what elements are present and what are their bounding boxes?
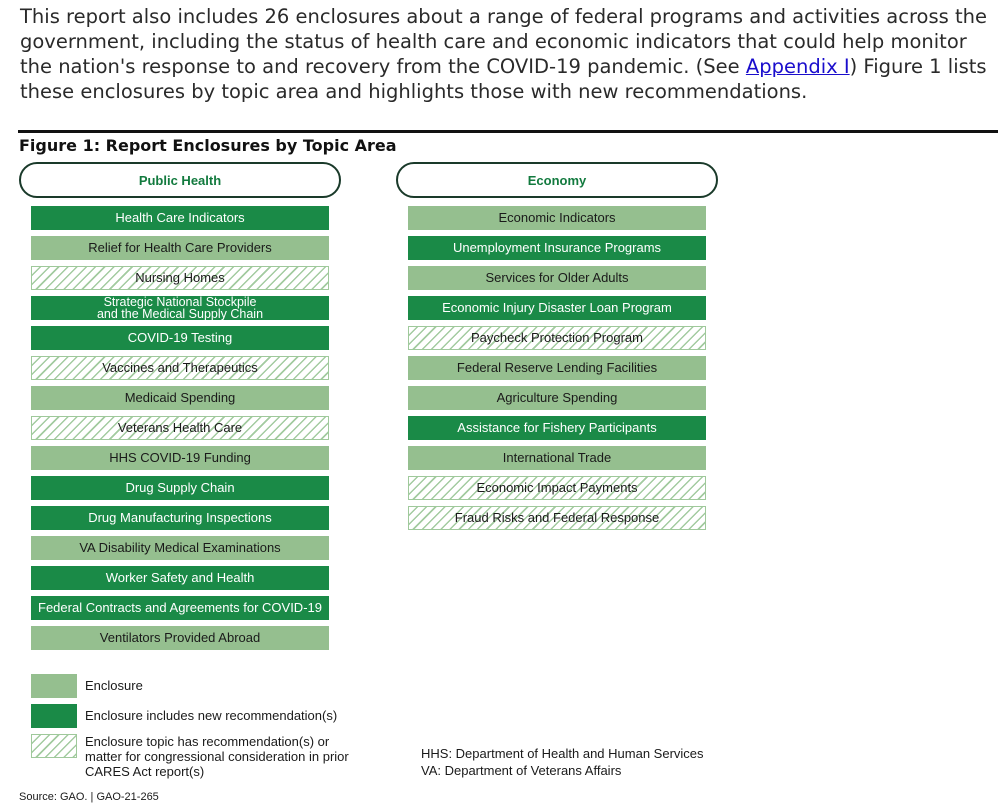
enclosure-box — [31, 596, 329, 620]
figure-top-rule — [18, 130, 998, 133]
enclosure-box — [31, 266, 329, 290]
enclosure-box — [408, 416, 706, 440]
enclosure-label: Nursing Homes — [135, 270, 225, 285]
enclosure-box — [408, 476, 706, 500]
intro-paragraph — [20, 4, 1000, 104]
enclosure-label: Federal Contracts and Agreements for COVID-19 — [38, 600, 322, 615]
enclosure-box — [408, 206, 706, 230]
enclosure-box — [31, 566, 329, 590]
enclosure-label: HHS COVID-19 Funding — [109, 450, 251, 465]
legend-item-new-recommendation — [31, 704, 355, 728]
enclosure-box — [31, 356, 329, 380]
enclosure-label: Unemployment Insurance Programs — [452, 240, 662, 255]
legend-swatch-enclosure — [31, 674, 77, 698]
enclosure-box — [408, 296, 706, 320]
enclosure-label: International Trade — [502, 450, 612, 465]
abbreviation-hhs: HHS: Department of Health and Human Services — [421, 746, 704, 761]
enclosure-label: Ventilators Provided Abroad — [99, 630, 261, 645]
enclosure-box — [31, 326, 329, 350]
column-header-economy: Economy — [396, 162, 718, 198]
enclosure-box — [31, 506, 329, 530]
enclosure-box — [408, 386, 706, 410]
legend-label: Enclosure — [85, 678, 143, 693]
legend-label: Enclosure includes new recommendation(s) — [85, 708, 338, 723]
enclosure-label: Economic Indicators — [498, 210, 616, 225]
enclosure-list-economy — [408, 206, 718, 530]
enclosure-label: Strategic National Stockpile and the Medical Supply Chain — [96, 295, 264, 321]
intro-text-before: This report also includes 26 enclosures about a range of federal programs and activities across the government, including the status of health care and economic indicators that could help monitor the nation's response to and recovery from the COVID-19 pandemic. (See — [20, 5, 987, 78]
enclosure-label: Worker Safety and Health — [105, 570, 255, 585]
enclosure-box — [31, 206, 329, 230]
intro-text-after: ) Figure 1 lists these enclosures by topic area and highlights those with new recommendations. — [20, 55, 987, 103]
enclosure-label: Assistance for Fishery Participants — [457, 420, 657, 435]
enclosure-box — [31, 446, 329, 470]
enclosure-box — [31, 416, 329, 440]
enclosure-label: Paycheck Protection Program — [471, 330, 643, 345]
enclosure-label: Drug Supply Chain — [125, 480, 235, 495]
column-economy — [396, 162, 718, 536]
column-header-public-health: Public Health — [19, 162, 341, 198]
enclosure-box — [408, 266, 706, 290]
enclosure-box — [408, 506, 706, 530]
enclosure-box — [31, 626, 329, 650]
enclosure-label: Health Care Indicators — [115, 210, 245, 225]
enclosure-box — [408, 236, 706, 260]
figure-title: Figure 1: Report Enclosures by Topic Area — [19, 136, 397, 155]
enclosure-label: Fraud Risks and Federal Response — [454, 510, 660, 525]
column-public-health — [19, 162, 341, 656]
enclosure-label: Federal Reserve Lending Facilities — [456, 360, 658, 375]
enclosure-box — [31, 386, 329, 410]
enclosure-label: Economic Injury Disaster Loan Program — [442, 300, 672, 315]
enclosure-label: VA Disability Medical Examinations — [79, 540, 281, 555]
legend-item-prior-recommendation — [31, 734, 355, 779]
legend-label: Enclosure topic has recommendation(s) or matter for congressional consideration in prior CARES Act report(s) — [85, 734, 349, 779]
legend — [31, 674, 355, 785]
enclosure-label: Services for Older Adults — [485, 270, 629, 285]
enclosure-label: Relief for Health Care Providers — [88, 240, 272, 255]
legend-item-enclosure — [31, 674, 355, 698]
enclosure-box — [408, 356, 706, 380]
abbreviation-va: VA: Department of Veterans Affairs — [421, 763, 622, 778]
appendix-link[interactable]: Appendix I — [745, 55, 850, 78]
enclosure-box — [408, 326, 706, 350]
abbreviations — [421, 745, 704, 779]
source-note: Source: GAO. | GAO-21-265 — [19, 791, 159, 803]
enclosure-box — [31, 296, 329, 320]
enclosure-label: Economic Impact Payments — [476, 480, 638, 495]
legend-swatch-prior-recommendation — [31, 734, 77, 758]
enclosure-label: Veterans Health Care — [117, 420, 243, 435]
legend-swatch-new-recommendation — [31, 704, 77, 728]
enclosure-label: Medicaid Spending — [124, 390, 236, 405]
enclosure-box — [31, 236, 329, 260]
enclosure-label: Agriculture Spending — [496, 390, 618, 405]
enclosure-box — [31, 476, 329, 500]
enclosure-box — [408, 446, 706, 470]
enclosure-label: COVID-19 Testing — [127, 330, 233, 345]
enclosure-list-public-health — [31, 206, 341, 650]
enclosure-label: Vaccines and Therapeutics — [102, 360, 258, 375]
enclosure-box — [31, 536, 329, 560]
enclosure-label: Drug Manufacturing Inspections — [88, 510, 272, 525]
